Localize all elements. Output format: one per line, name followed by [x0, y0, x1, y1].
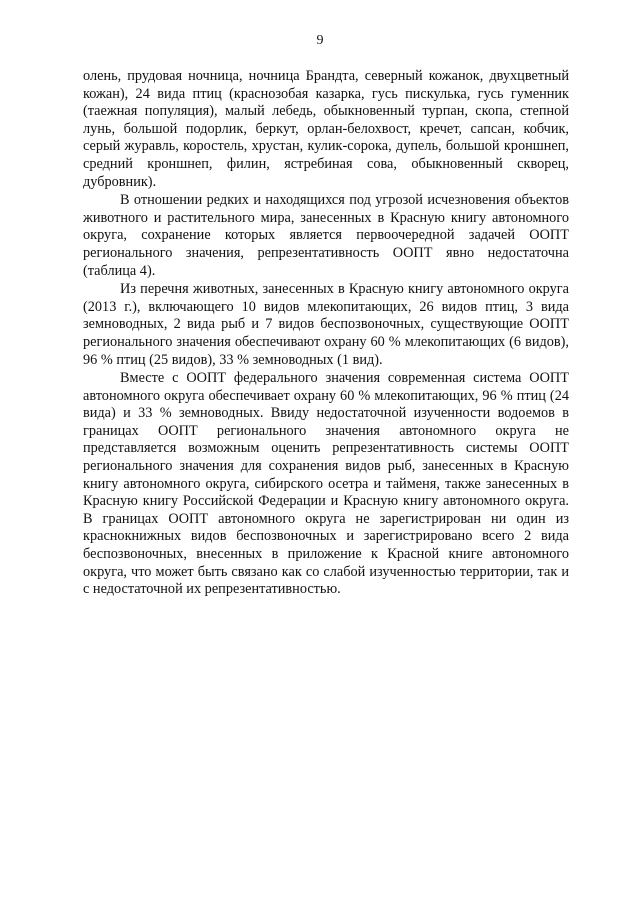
- paragraph-red-book-animals-coverage: Из перечня животных, занесенных в Красную книгу автономного округа (2013 г.), включающего 10 видов млекопитающих, 26 видов птиц, 3 вида земноводных, 2 вида рыб и 7 видов беспозвоночных, существующие ООПТ регионального значения обеспечивают охрану 60 % млекопитающих (6 видов), 96 % птиц (25 видов), 33 % земноводных (1 вид).: [83, 281, 569, 368]
- paragraph-rare-species-representativeness: В отношении редких и находящихся под угрозой исчезновения объектов животного и растительного мира, занесенных в Красную книгу автономного округа, сохранение которых является первоочередной задачей ООПТ регионального значения, репрезентативность ООПТ явно недостаточна (таблица 4).: [83, 192, 569, 279]
- paragraph-species-list-continuation: олень, прудовая ночница, ночница Брандта, северный кожанок, двухцветный кожан), 24 вида птиц (краснозобая казарка, гусь пискулька, гусь гуменник (таежная популяция), малый лебедь, обыкновенный турпан, скопа, степной лунь, большой подорлик, беркут, орлан-белохвост, кречет, сапсан, кобчик, серый журавль, коростель, хрустан, кулик-сорока, дупель, большой кроншнеп, средний кроншнеп, филин, ястребиная сова, обыкновенный скворец, дубровник).: [83, 68, 569, 190]
- paragraph-federal-and-regional-system: Вместе с ООПТ федерального значения современная система ООПТ автономного округа обеспечивает охрану 60 % млекопитающих, 96 % птиц (24 вида) и 33 % земноводных. Ввиду недостаточной изученности водоемов в границах ООПТ регионального значения автономного округа не представляется возможным оценить репрезентативность системы ООПТ регионального значения для сохранения видов рыб, занесенных в Красную книгу автономного округа, сибирского осетра и тайменя, также занесенных в Красную книгу Российской Федерации и Красную книгу автономного округа. В границах ООПТ автономного округа не зарегистрирован ни один из краснокнижных видов беспозвоночных и зарегистрировано всего 2 вида беспозвоночных, внесенных в приложение к Красной книге автономного округа, что может быть связано как со слабой изученностью территории, так и с недостаточной их репрезентативностью.: [83, 370, 569, 598]
- body-text: [83, 68, 569, 599]
- page-number: 9: [316, 33, 324, 48]
